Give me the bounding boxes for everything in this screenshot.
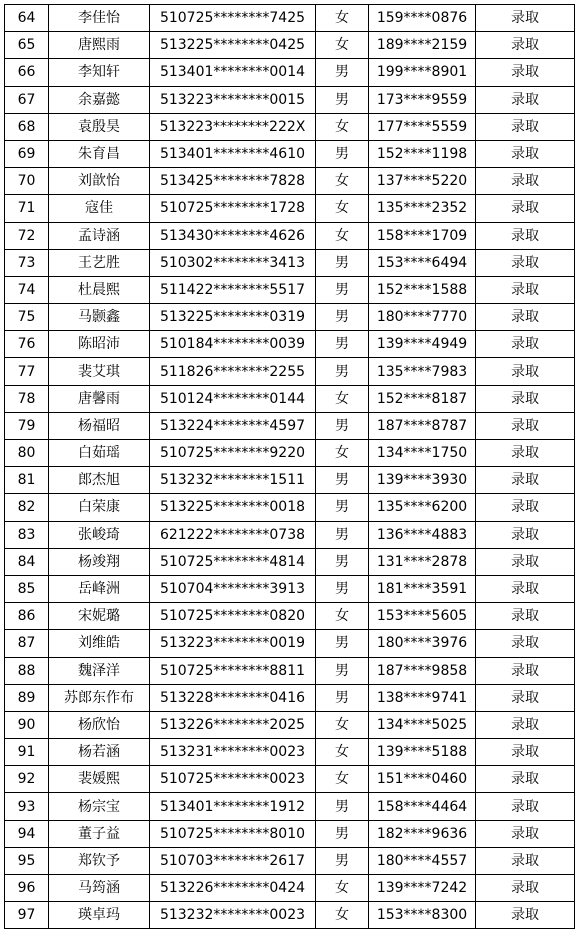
phone-number: 153****6494 — [369, 249, 476, 276]
row-number: 89 — [5, 684, 49, 711]
student-name: 瑛卓玛 — [49, 902, 150, 929]
table-row — [5, 168, 575, 195]
table-row — [5, 304, 575, 331]
student-name: 郎杰旭 — [49, 467, 150, 494]
id-number: 513430********4626 — [150, 222, 316, 249]
phone-number: 152****8187 — [369, 385, 476, 412]
table-row — [5, 467, 575, 494]
gender-cell: 男 — [316, 494, 369, 521]
id-number: 513224********4597 — [150, 412, 316, 439]
phone-number: 180****3976 — [369, 630, 476, 657]
row-number: 72 — [5, 222, 49, 249]
student-name: 朱育昌 — [49, 140, 150, 167]
row-number: 84 — [5, 548, 49, 575]
table-row — [5, 820, 575, 847]
gender-cell: 男 — [316, 548, 369, 575]
id-number: 510704********3913 — [150, 575, 316, 602]
student-name: 苏郎东作布 — [49, 684, 150, 711]
student-name: 岳峰洲 — [49, 575, 150, 602]
row-number: 79 — [5, 412, 49, 439]
gender-cell: 男 — [316, 467, 369, 494]
student-name: 张峻琦 — [49, 521, 150, 548]
gender-cell: 男 — [316, 820, 369, 847]
gender-cell: 女 — [316, 739, 369, 766]
gender-cell: 男 — [316, 575, 369, 602]
student-name: 杨欣怡 — [49, 711, 150, 738]
phone-number: 139****4949 — [369, 331, 476, 358]
phone-number: 134****5025 — [369, 711, 476, 738]
student-name: 裴艾琪 — [49, 358, 150, 385]
id-number: 510725********1728 — [150, 195, 316, 222]
admission-table-body — [5, 5, 575, 929]
id-number: 510725********0820 — [150, 603, 316, 630]
id-number: 513225********0425 — [150, 32, 316, 59]
student-name: 白荣康 — [49, 494, 150, 521]
table-row — [5, 711, 575, 738]
student-name: 杨福昭 — [49, 412, 150, 439]
student-name: 孟诗涵 — [49, 222, 150, 249]
student-name: 杜晨熙 — [49, 276, 150, 303]
table-row — [5, 5, 575, 32]
id-number: 510725********0023 — [150, 766, 316, 793]
table-row — [5, 603, 575, 630]
admission-status: 录取 — [476, 820, 575, 847]
table-row — [5, 412, 575, 439]
gender-cell: 男 — [316, 793, 369, 820]
id-number: 513232********1511 — [150, 467, 316, 494]
table-row — [5, 140, 575, 167]
admission-status: 录取 — [476, 5, 575, 32]
row-number: 94 — [5, 820, 49, 847]
admission-status: 录取 — [476, 195, 575, 222]
id-number: 513226********0424 — [150, 875, 316, 902]
admission-status: 录取 — [476, 630, 575, 657]
table-row — [5, 249, 575, 276]
student-name: 魏泽洋 — [49, 657, 150, 684]
admission-status: 录取 — [476, 168, 575, 195]
student-name: 裴媛熙 — [49, 766, 150, 793]
row-number: 64 — [5, 5, 49, 32]
admission-status: 录取 — [476, 140, 575, 167]
row-number: 66 — [5, 59, 49, 86]
row-number: 70 — [5, 168, 49, 195]
table-row — [5, 385, 575, 412]
id-number: 513223********0019 — [150, 630, 316, 657]
row-number: 77 — [5, 358, 49, 385]
admission-status: 录取 — [476, 385, 575, 412]
row-number: 74 — [5, 276, 49, 303]
admission-status: 录取 — [476, 739, 575, 766]
id-number: 513232********0023 — [150, 902, 316, 929]
phone-number: 189****2159 — [369, 32, 476, 59]
phone-number: 187****9858 — [369, 657, 476, 684]
gender-cell: 女 — [316, 113, 369, 140]
id-number: 513225********0319 — [150, 304, 316, 331]
admission-status: 录取 — [476, 548, 575, 575]
row-number: 78 — [5, 385, 49, 412]
phone-number: 187****8787 — [369, 412, 476, 439]
id-number: 511826********2255 — [150, 358, 316, 385]
gender-cell: 女 — [316, 875, 369, 902]
student-name: 刘歆怡 — [49, 168, 150, 195]
table-row — [5, 195, 575, 222]
table-row — [5, 494, 575, 521]
row-number: 81 — [5, 467, 49, 494]
id-number: 511422********5517 — [150, 276, 316, 303]
table-row — [5, 222, 575, 249]
gender-cell: 女 — [316, 32, 369, 59]
table-row — [5, 902, 575, 929]
table-row — [5, 793, 575, 820]
admission-status: 录取 — [476, 793, 575, 820]
id-number: 510703********2617 — [150, 847, 316, 874]
id-number: 513223********0015 — [150, 86, 316, 113]
table-row — [5, 847, 575, 874]
admission-status: 录取 — [476, 902, 575, 929]
student-name: 杨若涵 — [49, 739, 150, 766]
row-number: 80 — [5, 440, 49, 467]
student-name: 马颢鑫 — [49, 304, 150, 331]
row-number: 75 — [5, 304, 49, 331]
row-number: 69 — [5, 140, 49, 167]
admission-list — [4, 4, 575, 929]
id-number: 510725********8010 — [150, 820, 316, 847]
phone-number: 177****5559 — [369, 113, 476, 140]
student-name: 李佳怡 — [49, 5, 150, 32]
id-number: 510184********0039 — [150, 331, 316, 358]
phone-number: 199****8901 — [369, 59, 476, 86]
phone-number: 131****2878 — [369, 548, 476, 575]
student-name: 李知轩 — [49, 59, 150, 86]
id-number: 510124********0144 — [150, 385, 316, 412]
admission-status: 录取 — [476, 331, 575, 358]
phone-number: 159****0876 — [369, 5, 476, 32]
gender-cell: 女 — [316, 711, 369, 738]
id-number: 513401********0014 — [150, 59, 316, 86]
gender-cell: 男 — [316, 249, 369, 276]
table-row — [5, 331, 575, 358]
row-number: 83 — [5, 521, 49, 548]
id-number: 510725********9220 — [150, 440, 316, 467]
row-number: 71 — [5, 195, 49, 222]
student-name: 宋妮璐 — [49, 603, 150, 630]
gender-cell: 男 — [316, 331, 369, 358]
phone-number: 180****4557 — [369, 847, 476, 874]
phone-number: 153****8300 — [369, 902, 476, 929]
student-name: 杨宗宝 — [49, 793, 150, 820]
row-number: 73 — [5, 249, 49, 276]
gender-cell: 女 — [316, 440, 369, 467]
gender-cell: 男 — [316, 521, 369, 548]
phone-number: 135****6200 — [369, 494, 476, 521]
admission-status: 录取 — [476, 875, 575, 902]
admission-status: 录取 — [476, 467, 575, 494]
student-name: 刘维皓 — [49, 630, 150, 657]
admission-status: 录取 — [476, 603, 575, 630]
gender-cell: 男 — [316, 276, 369, 303]
table-row — [5, 548, 575, 575]
admission-status: 录取 — [476, 412, 575, 439]
admission-status: 录取 — [476, 222, 575, 249]
id-number: 513401********1912 — [150, 793, 316, 820]
admission-status: 录取 — [476, 276, 575, 303]
student-name: 马筠涵 — [49, 875, 150, 902]
admission-status: 录取 — [476, 494, 575, 521]
gender-cell: 女 — [316, 195, 369, 222]
student-name: 董子益 — [49, 820, 150, 847]
phone-number: 151****0460 — [369, 766, 476, 793]
admission-status: 录取 — [476, 358, 575, 385]
table-row — [5, 358, 575, 385]
student-name: 唐熙雨 — [49, 32, 150, 59]
id-number: 513425********7828 — [150, 168, 316, 195]
phone-number: 134****1750 — [369, 440, 476, 467]
phone-number: 136****4883 — [369, 521, 476, 548]
phone-number: 135****7983 — [369, 358, 476, 385]
row-number: 67 — [5, 86, 49, 113]
admission-status: 录取 — [476, 684, 575, 711]
admission-status: 录取 — [476, 657, 575, 684]
gender-cell: 女 — [316, 222, 369, 249]
table-row — [5, 875, 575, 902]
gender-cell: 女 — [316, 385, 369, 412]
gender-cell: 男 — [316, 59, 369, 86]
row-number: 90 — [5, 711, 49, 738]
table-row — [5, 440, 575, 467]
student-name: 郑钦予 — [49, 847, 150, 874]
id-number: 621222********0738 — [150, 521, 316, 548]
gender-cell: 男 — [316, 412, 369, 439]
row-number: 65 — [5, 32, 49, 59]
phone-number: 158****1709 — [369, 222, 476, 249]
admission-status: 录取 — [476, 249, 575, 276]
admission-status: 录取 — [476, 440, 575, 467]
student-name: 王艺胜 — [49, 249, 150, 276]
table-row — [5, 86, 575, 113]
row-number: 88 — [5, 657, 49, 684]
admission-status: 录取 — [476, 847, 575, 874]
admission-status: 录取 — [476, 304, 575, 331]
table-row — [5, 113, 575, 140]
table-row — [5, 59, 575, 86]
table-row — [5, 657, 575, 684]
student-name: 白茹瑶 — [49, 440, 150, 467]
gender-cell: 女 — [316, 766, 369, 793]
phone-number: 181****3591 — [369, 575, 476, 602]
gender-cell: 女 — [316, 902, 369, 929]
row-number: 68 — [5, 113, 49, 140]
gender-cell: 男 — [316, 86, 369, 113]
id-number: 513226********2025 — [150, 711, 316, 738]
row-number: 85 — [5, 575, 49, 602]
gender-cell: 女 — [316, 603, 369, 630]
id-number: 510725********8811 — [150, 657, 316, 684]
row-number: 92 — [5, 766, 49, 793]
gender-cell: 男 — [316, 358, 369, 385]
student-name: 余嘉懿 — [49, 86, 150, 113]
row-number: 86 — [5, 603, 49, 630]
gender-cell: 男 — [316, 657, 369, 684]
id-number: 510725********7425 — [150, 5, 316, 32]
admission-status: 录取 — [476, 766, 575, 793]
table-row — [5, 739, 575, 766]
table-row — [5, 766, 575, 793]
table-row — [5, 575, 575, 602]
row-number: 93 — [5, 793, 49, 820]
admission-status: 录取 — [476, 521, 575, 548]
table-row — [5, 521, 575, 548]
phone-number: 137****5220 — [369, 168, 476, 195]
gender-cell: 女 — [316, 168, 369, 195]
student-name: 唐馨雨 — [49, 385, 150, 412]
phone-number: 139****5188 — [369, 739, 476, 766]
gender-cell: 男 — [316, 847, 369, 874]
student-name: 杨竣翔 — [49, 548, 150, 575]
id-number: 513225********0018 — [150, 494, 316, 521]
id-number: 513231********0023 — [150, 739, 316, 766]
gender-cell: 男 — [316, 304, 369, 331]
phone-number: 139****7242 — [369, 875, 476, 902]
admission-status: 录取 — [476, 711, 575, 738]
id-number: 513228********0416 — [150, 684, 316, 711]
phone-number: 138****9741 — [369, 684, 476, 711]
gender-cell: 男 — [316, 140, 369, 167]
gender-cell: 女 — [316, 5, 369, 32]
table-row — [5, 630, 575, 657]
row-number: 95 — [5, 847, 49, 874]
phone-number: 152****1588 — [369, 276, 476, 303]
id-number: 513223********222X — [150, 113, 316, 140]
id-number: 510725********4814 — [150, 548, 316, 575]
admission-status: 录取 — [476, 32, 575, 59]
phone-number: 180****7770 — [369, 304, 476, 331]
row-number: 97 — [5, 902, 49, 929]
id-number: 510302********3413 — [150, 249, 316, 276]
table-row — [5, 684, 575, 711]
phone-number: 158****4464 — [369, 793, 476, 820]
admission-table — [4, 4, 575, 929]
gender-cell: 男 — [316, 630, 369, 657]
table-row — [5, 32, 575, 59]
phone-number: 173****9559 — [369, 86, 476, 113]
row-number: 91 — [5, 739, 49, 766]
row-number: 87 — [5, 630, 49, 657]
admission-status: 录取 — [476, 575, 575, 602]
id-number: 513401********4610 — [150, 140, 316, 167]
admission-status: 录取 — [476, 59, 575, 86]
admission-status: 录取 — [476, 113, 575, 140]
row-number: 76 — [5, 331, 49, 358]
phone-number: 152****1198 — [369, 140, 476, 167]
student-name: 袁殷昊 — [49, 113, 150, 140]
phone-number: 135****2352 — [369, 195, 476, 222]
phone-number: 139****3930 — [369, 467, 476, 494]
student-name: 陈昭沛 — [49, 331, 150, 358]
gender-cell: 男 — [316, 684, 369, 711]
row-number: 96 — [5, 875, 49, 902]
phone-number: 153****5605 — [369, 603, 476, 630]
row-number: 82 — [5, 494, 49, 521]
student-name: 寇佳 — [49, 195, 150, 222]
table-row — [5, 276, 575, 303]
admission-status: 录取 — [476, 86, 575, 113]
phone-number: 182****9636 — [369, 820, 476, 847]
